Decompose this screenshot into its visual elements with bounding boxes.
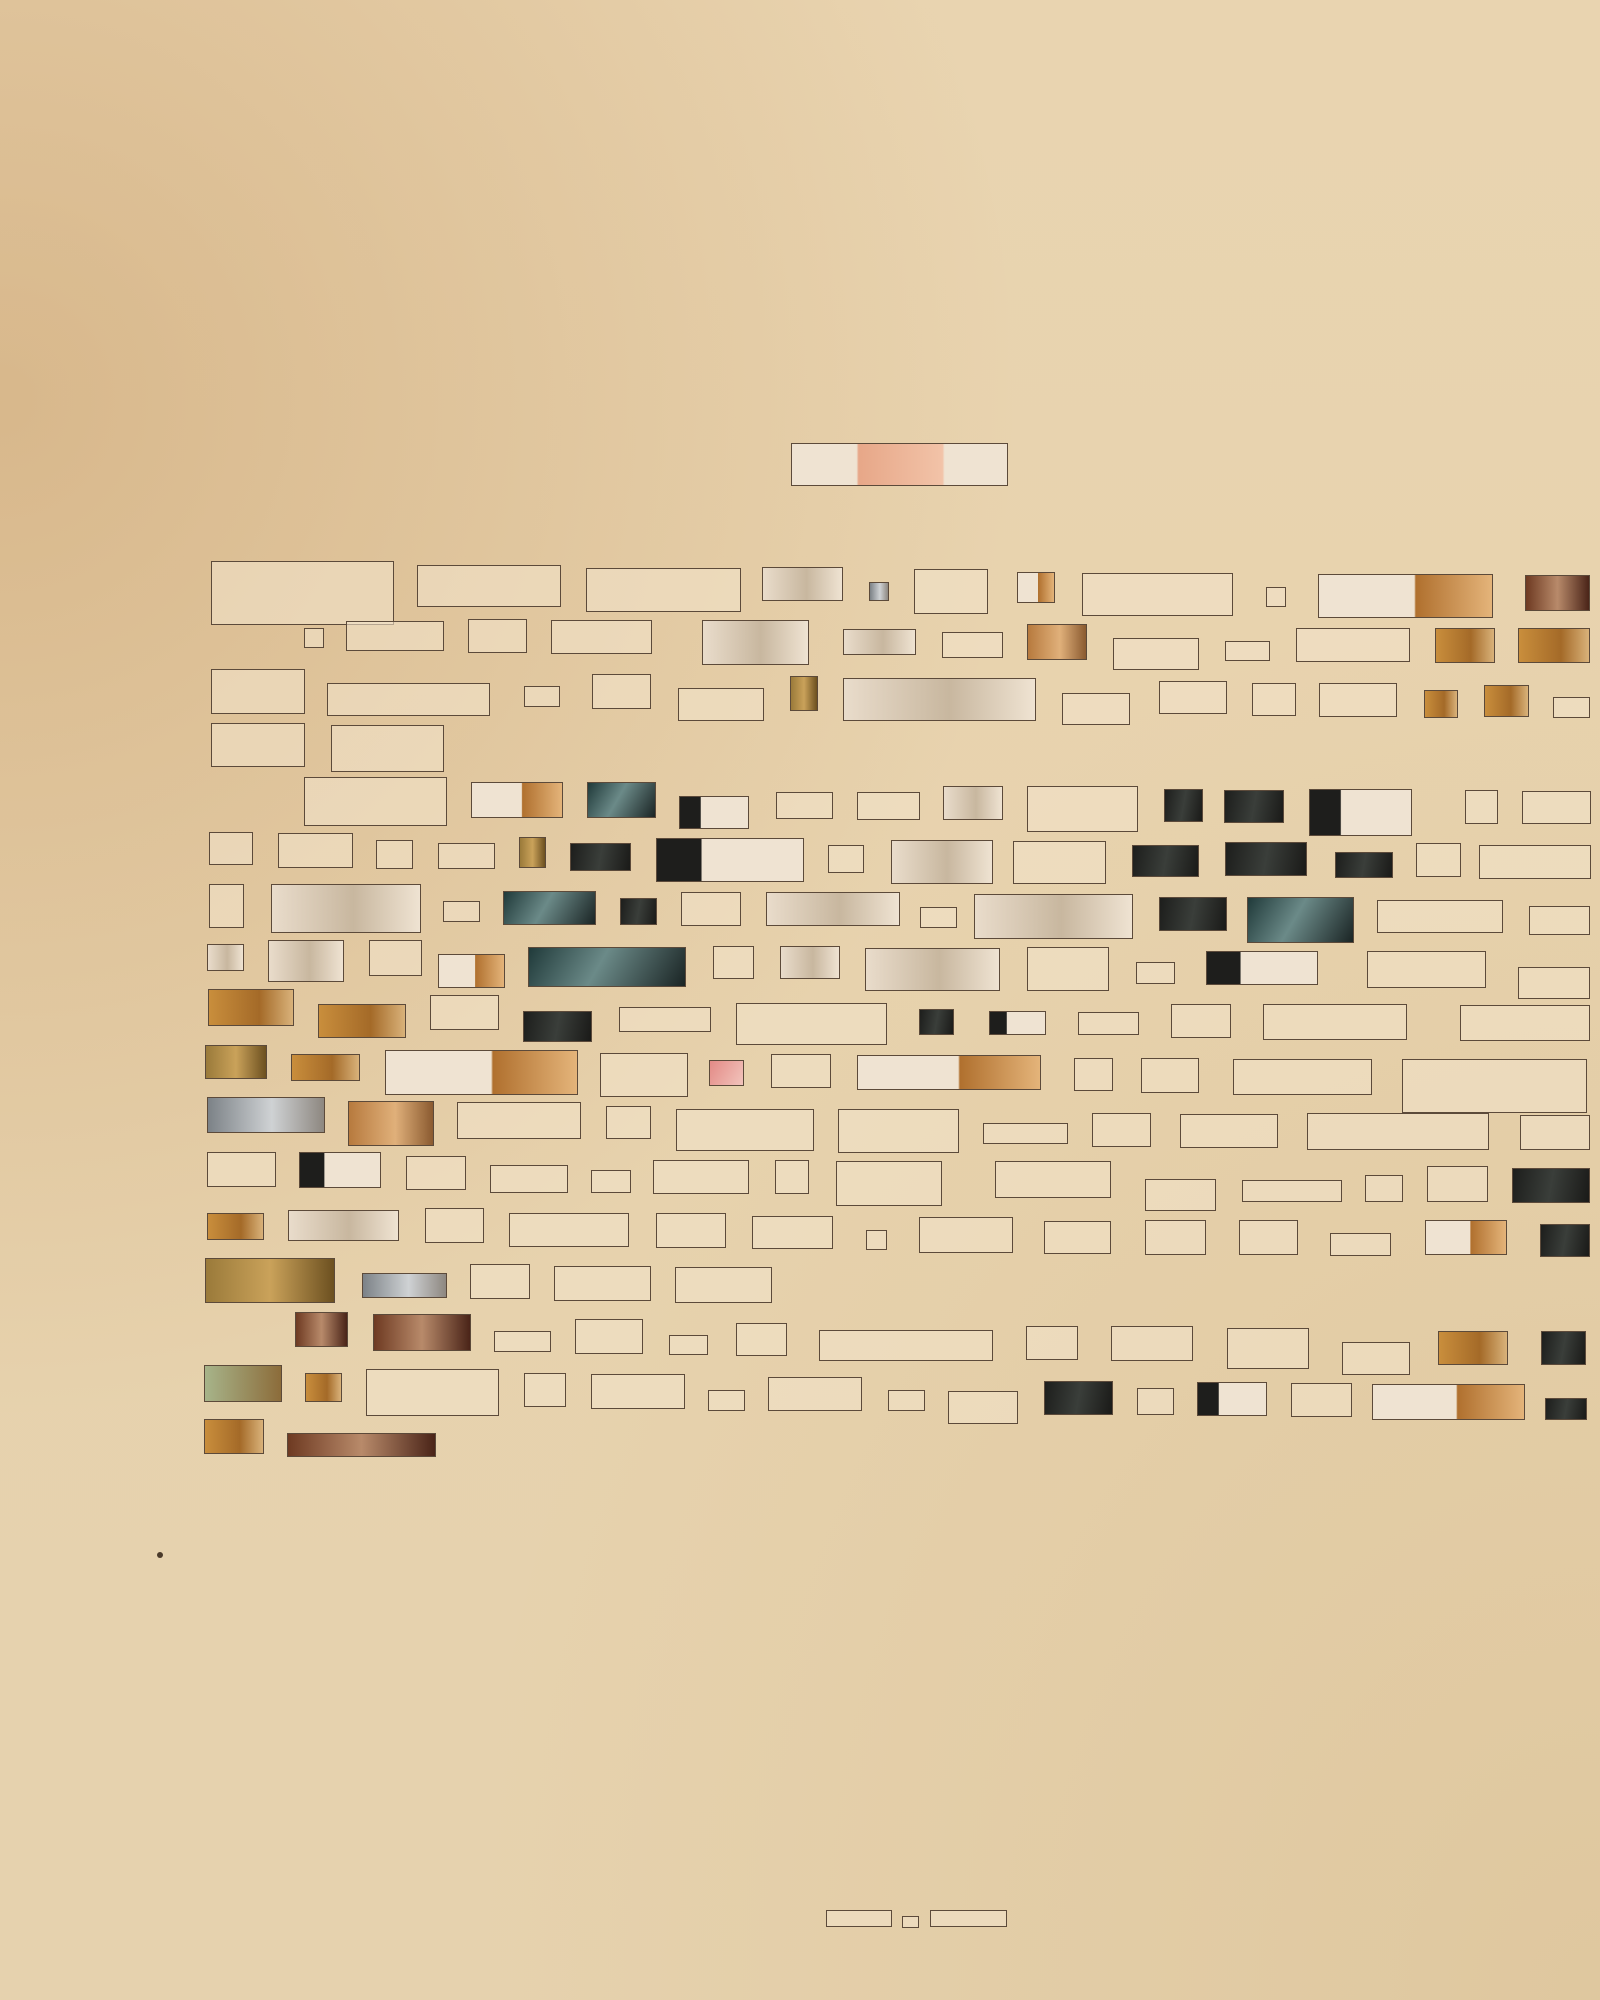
paper-fragment	[1078, 1012, 1139, 1035]
paper-fragment	[1233, 1059, 1372, 1095]
paper-fragment	[828, 845, 864, 873]
paper-fragment	[656, 838, 804, 881]
paper-fragment	[1367, 951, 1487, 988]
paper-fragment	[1247, 897, 1354, 943]
paper-fragment	[207, 1213, 264, 1240]
paper-fragment	[1266, 587, 1286, 607]
paper-fragment	[366, 1369, 499, 1416]
paper-fragment	[702, 620, 809, 665]
paper-fragment	[1438, 1331, 1508, 1365]
paper-fragment	[211, 561, 395, 625]
paper-fragment	[1318, 574, 1493, 617]
paper-fragment	[1365, 1175, 1403, 1202]
paper-fragment	[551, 620, 652, 654]
paper-fragment	[1309, 789, 1412, 836]
paper-fragment	[204, 1419, 264, 1455]
paper-speck	[157, 1552, 163, 1558]
paper-fragment	[271, 884, 422, 933]
paper-fragment	[1553, 697, 1590, 719]
paper-fragment	[869, 582, 889, 601]
paper-fragment	[278, 833, 353, 867]
paper-fragment	[1141, 1058, 1200, 1094]
paper-fragment	[1460, 1005, 1590, 1041]
paper-fragment	[1017, 572, 1055, 604]
paper-fragment	[736, 1003, 887, 1045]
paper-fragment	[1044, 1381, 1113, 1415]
paper-fragment	[1541, 1331, 1586, 1365]
paper-fragment	[1197, 1382, 1267, 1416]
paper-fragment	[591, 1170, 632, 1193]
paper-fragment	[385, 1050, 578, 1095]
paper-fragment	[327, 683, 490, 716]
paper-fragment	[417, 565, 561, 607]
paper-fragment	[304, 777, 447, 826]
paper-fragment	[362, 1273, 446, 1297]
paper-fragment	[288, 1210, 399, 1242]
paper-fragment	[1525, 575, 1590, 611]
paper-fragment	[207, 944, 244, 971]
paper-fragment	[791, 443, 1008, 486]
paper-fragment	[1027, 624, 1087, 660]
paper-fragment	[843, 678, 1036, 721]
paper-fragment	[1529, 906, 1590, 935]
paper-fragment	[1044, 1221, 1112, 1254]
paper-fragment	[919, 1217, 1013, 1253]
paper-fragment	[1145, 1220, 1206, 1256]
paper-fragment	[1113, 638, 1200, 670]
paper-fragment	[902, 1916, 919, 1928]
paper-fragment	[942, 632, 1003, 659]
paper-fragment	[1137, 1388, 1174, 1415]
paper-fragment	[974, 894, 1134, 939]
paper-fragment	[1132, 845, 1200, 877]
paper-fragment	[1027, 947, 1109, 992]
paper-fragment	[471, 782, 563, 818]
paper-fragment	[790, 676, 818, 710]
paper-fragment	[762, 567, 844, 601]
paper-fragment	[775, 1160, 809, 1194]
paper-fragment	[1296, 628, 1410, 662]
paper-fragment	[519, 837, 546, 868]
paper-fragment	[766, 892, 900, 926]
paper-fragment	[207, 1152, 276, 1186]
paper-fragment	[776, 792, 833, 819]
paper-fragment	[1074, 1058, 1112, 1091]
paper-fragment	[857, 1055, 1041, 1089]
paper-fragment	[1307, 1113, 1490, 1150]
paper-fragment	[523, 1011, 592, 1043]
paper-fragment	[752, 1216, 834, 1249]
paper-fragment	[208, 989, 294, 1026]
paper-fragment	[989, 1011, 1046, 1035]
paper-fragment	[295, 1312, 349, 1348]
paper-fragment	[1424, 690, 1458, 718]
paper-fragment	[919, 1009, 955, 1035]
paper-fragment	[1145, 1179, 1217, 1211]
paper-fragment	[1484, 685, 1529, 717]
paper-fragment	[930, 1910, 1007, 1927]
paper-fragment	[346, 621, 444, 650]
paper-fragment	[207, 1097, 326, 1133]
paper-fragment	[1330, 1233, 1391, 1256]
paper-fragment	[318, 1004, 406, 1038]
paper-fragment	[865, 948, 1000, 991]
paper-fragment	[209, 884, 243, 927]
paper-fragment	[1263, 1004, 1407, 1040]
paper-fragment	[373, 1314, 471, 1351]
paper-fragment	[857, 792, 920, 820]
paper-fragment	[1465, 790, 1498, 824]
paper-fragment	[1225, 641, 1270, 661]
paper-fragment	[1291, 1383, 1352, 1417]
paper-fragment	[205, 1045, 266, 1079]
paper-fragment	[1159, 681, 1228, 714]
paper-fragment	[1425, 1220, 1507, 1256]
paper-fragment	[470, 1264, 530, 1298]
paper-fragment	[204, 1365, 282, 1402]
paper-fragment	[299, 1152, 382, 1188]
paper-fragment	[494, 1331, 551, 1353]
paper-fragment	[709, 1060, 743, 1086]
paper-fragment	[708, 1390, 745, 1412]
paper-fragment	[866, 1230, 886, 1250]
paper-fragment	[1092, 1113, 1151, 1147]
paper-fragment	[438, 843, 495, 869]
paper-fragment	[1026, 1326, 1078, 1360]
paper-fragment	[1082, 573, 1233, 616]
paper-fragment	[305, 1373, 342, 1402]
paper-fragment	[838, 1109, 959, 1154]
paper-fragment	[503, 891, 596, 925]
paper-fragment	[1540, 1224, 1590, 1257]
paper-fragment	[406, 1156, 466, 1190]
paper-fragment	[1013, 841, 1106, 884]
paper-fragment	[457, 1102, 581, 1139]
paper-fragment	[713, 946, 754, 979]
paper-fragment	[948, 1391, 1018, 1424]
paper-fragment	[995, 1161, 1111, 1198]
paper-fragment	[1062, 693, 1131, 725]
paper-fragment	[1159, 897, 1228, 931]
paper-fragment	[679, 796, 749, 829]
paper-fragment	[676, 1109, 814, 1151]
paper-fragment	[1545, 1398, 1587, 1420]
paper-fragment	[1416, 843, 1461, 876]
paper-fragment	[888, 1390, 925, 1412]
paper-fragment	[1206, 951, 1318, 985]
paper-fragment	[920, 907, 957, 927]
paper-fragment	[1224, 790, 1284, 823]
paper-fragment	[1522, 791, 1591, 824]
paper-fragment	[836, 1161, 942, 1206]
paper-fragment	[287, 1433, 436, 1457]
paper-fragment	[1512, 1168, 1590, 1204]
paper-fragment	[1319, 683, 1397, 717]
paper-fragment	[1242, 1180, 1343, 1202]
paper-fragment	[1225, 842, 1307, 876]
paper-fragment	[554, 1266, 651, 1302]
paper-fragment	[468, 619, 527, 653]
paper-fragment	[1402, 1059, 1587, 1113]
paper-fragment	[524, 1373, 566, 1407]
paper-fragment	[1479, 845, 1591, 879]
paper-fragment	[771, 1054, 831, 1088]
paper-fragment	[768, 1377, 862, 1411]
paper-fragment	[983, 1123, 1069, 1145]
paper-fragment	[592, 674, 651, 710]
paper-fragment	[528, 947, 686, 988]
paper-fragment	[209, 832, 252, 865]
paper-fragment	[1252, 683, 1297, 716]
paper-fragment	[943, 786, 1003, 820]
paper-fragment	[826, 1910, 892, 1927]
paper-fragment	[619, 1007, 711, 1033]
paper-fragment	[606, 1106, 651, 1139]
paper-fragment	[653, 1160, 749, 1194]
paper-fragment	[1111, 1326, 1193, 1362]
paper-fragment	[425, 1208, 484, 1242]
paper-fragment	[843, 629, 916, 655]
paper-fragment	[575, 1319, 643, 1353]
paper-fragment	[736, 1323, 787, 1356]
paper-fragment	[681, 892, 741, 926]
paper-fragment	[348, 1101, 434, 1146]
paper-fragment	[304, 628, 324, 648]
paper-fragment	[1372, 1384, 1525, 1420]
paper-fragment	[524, 686, 560, 706]
paper-fragment	[914, 569, 988, 614]
paper-fragment	[1227, 1328, 1309, 1369]
paper-fragment	[1377, 900, 1503, 933]
paper-fragment	[1136, 962, 1176, 984]
paper-fragment	[1239, 1220, 1298, 1256]
paper-fragment	[1518, 628, 1590, 664]
paper-fragment	[438, 954, 506, 987]
paper-fragment	[1180, 1114, 1278, 1148]
paper-fragment	[675, 1267, 772, 1303]
paper-fragment	[570, 843, 631, 871]
paper-fragment	[443, 901, 480, 923]
paper-fragment	[891, 840, 993, 885]
paper-fragment	[331, 725, 445, 772]
paper-fragment	[211, 669, 305, 715]
paper-fragment	[1164, 789, 1204, 822]
paper-fragment	[586, 568, 742, 613]
paper-fragment	[1342, 1342, 1410, 1375]
paper-fragment	[376, 840, 413, 869]
paper-fragment	[211, 723, 305, 766]
paper-fragment	[1518, 967, 1590, 999]
paper-fragment	[1027, 786, 1138, 832]
paper-fragment	[291, 1054, 360, 1081]
paper-fragment	[268, 940, 345, 982]
paper-fragment	[1171, 1004, 1231, 1038]
paper-fragment	[1335, 852, 1394, 878]
paper-fragment	[1435, 628, 1495, 664]
paper-fragment	[656, 1213, 726, 1247]
paper-fragment	[600, 1053, 688, 1098]
paper-fragment	[669, 1335, 709, 1355]
paper-fragment	[205, 1258, 335, 1303]
paper-fragment	[587, 782, 656, 818]
paper-fragment	[819, 1330, 993, 1362]
paper-fragment	[678, 688, 765, 721]
paper-fragment	[780, 946, 840, 979]
paper-fragment	[369, 940, 423, 976]
paper-fragment	[620, 898, 657, 925]
paper-fragment	[1427, 1166, 1488, 1202]
paper-fragment	[490, 1165, 568, 1193]
paper-fragment	[1520, 1115, 1590, 1149]
paper-fragment	[509, 1213, 629, 1246]
paper-fragment	[591, 1374, 685, 1408]
paper-fragment	[430, 995, 499, 1029]
